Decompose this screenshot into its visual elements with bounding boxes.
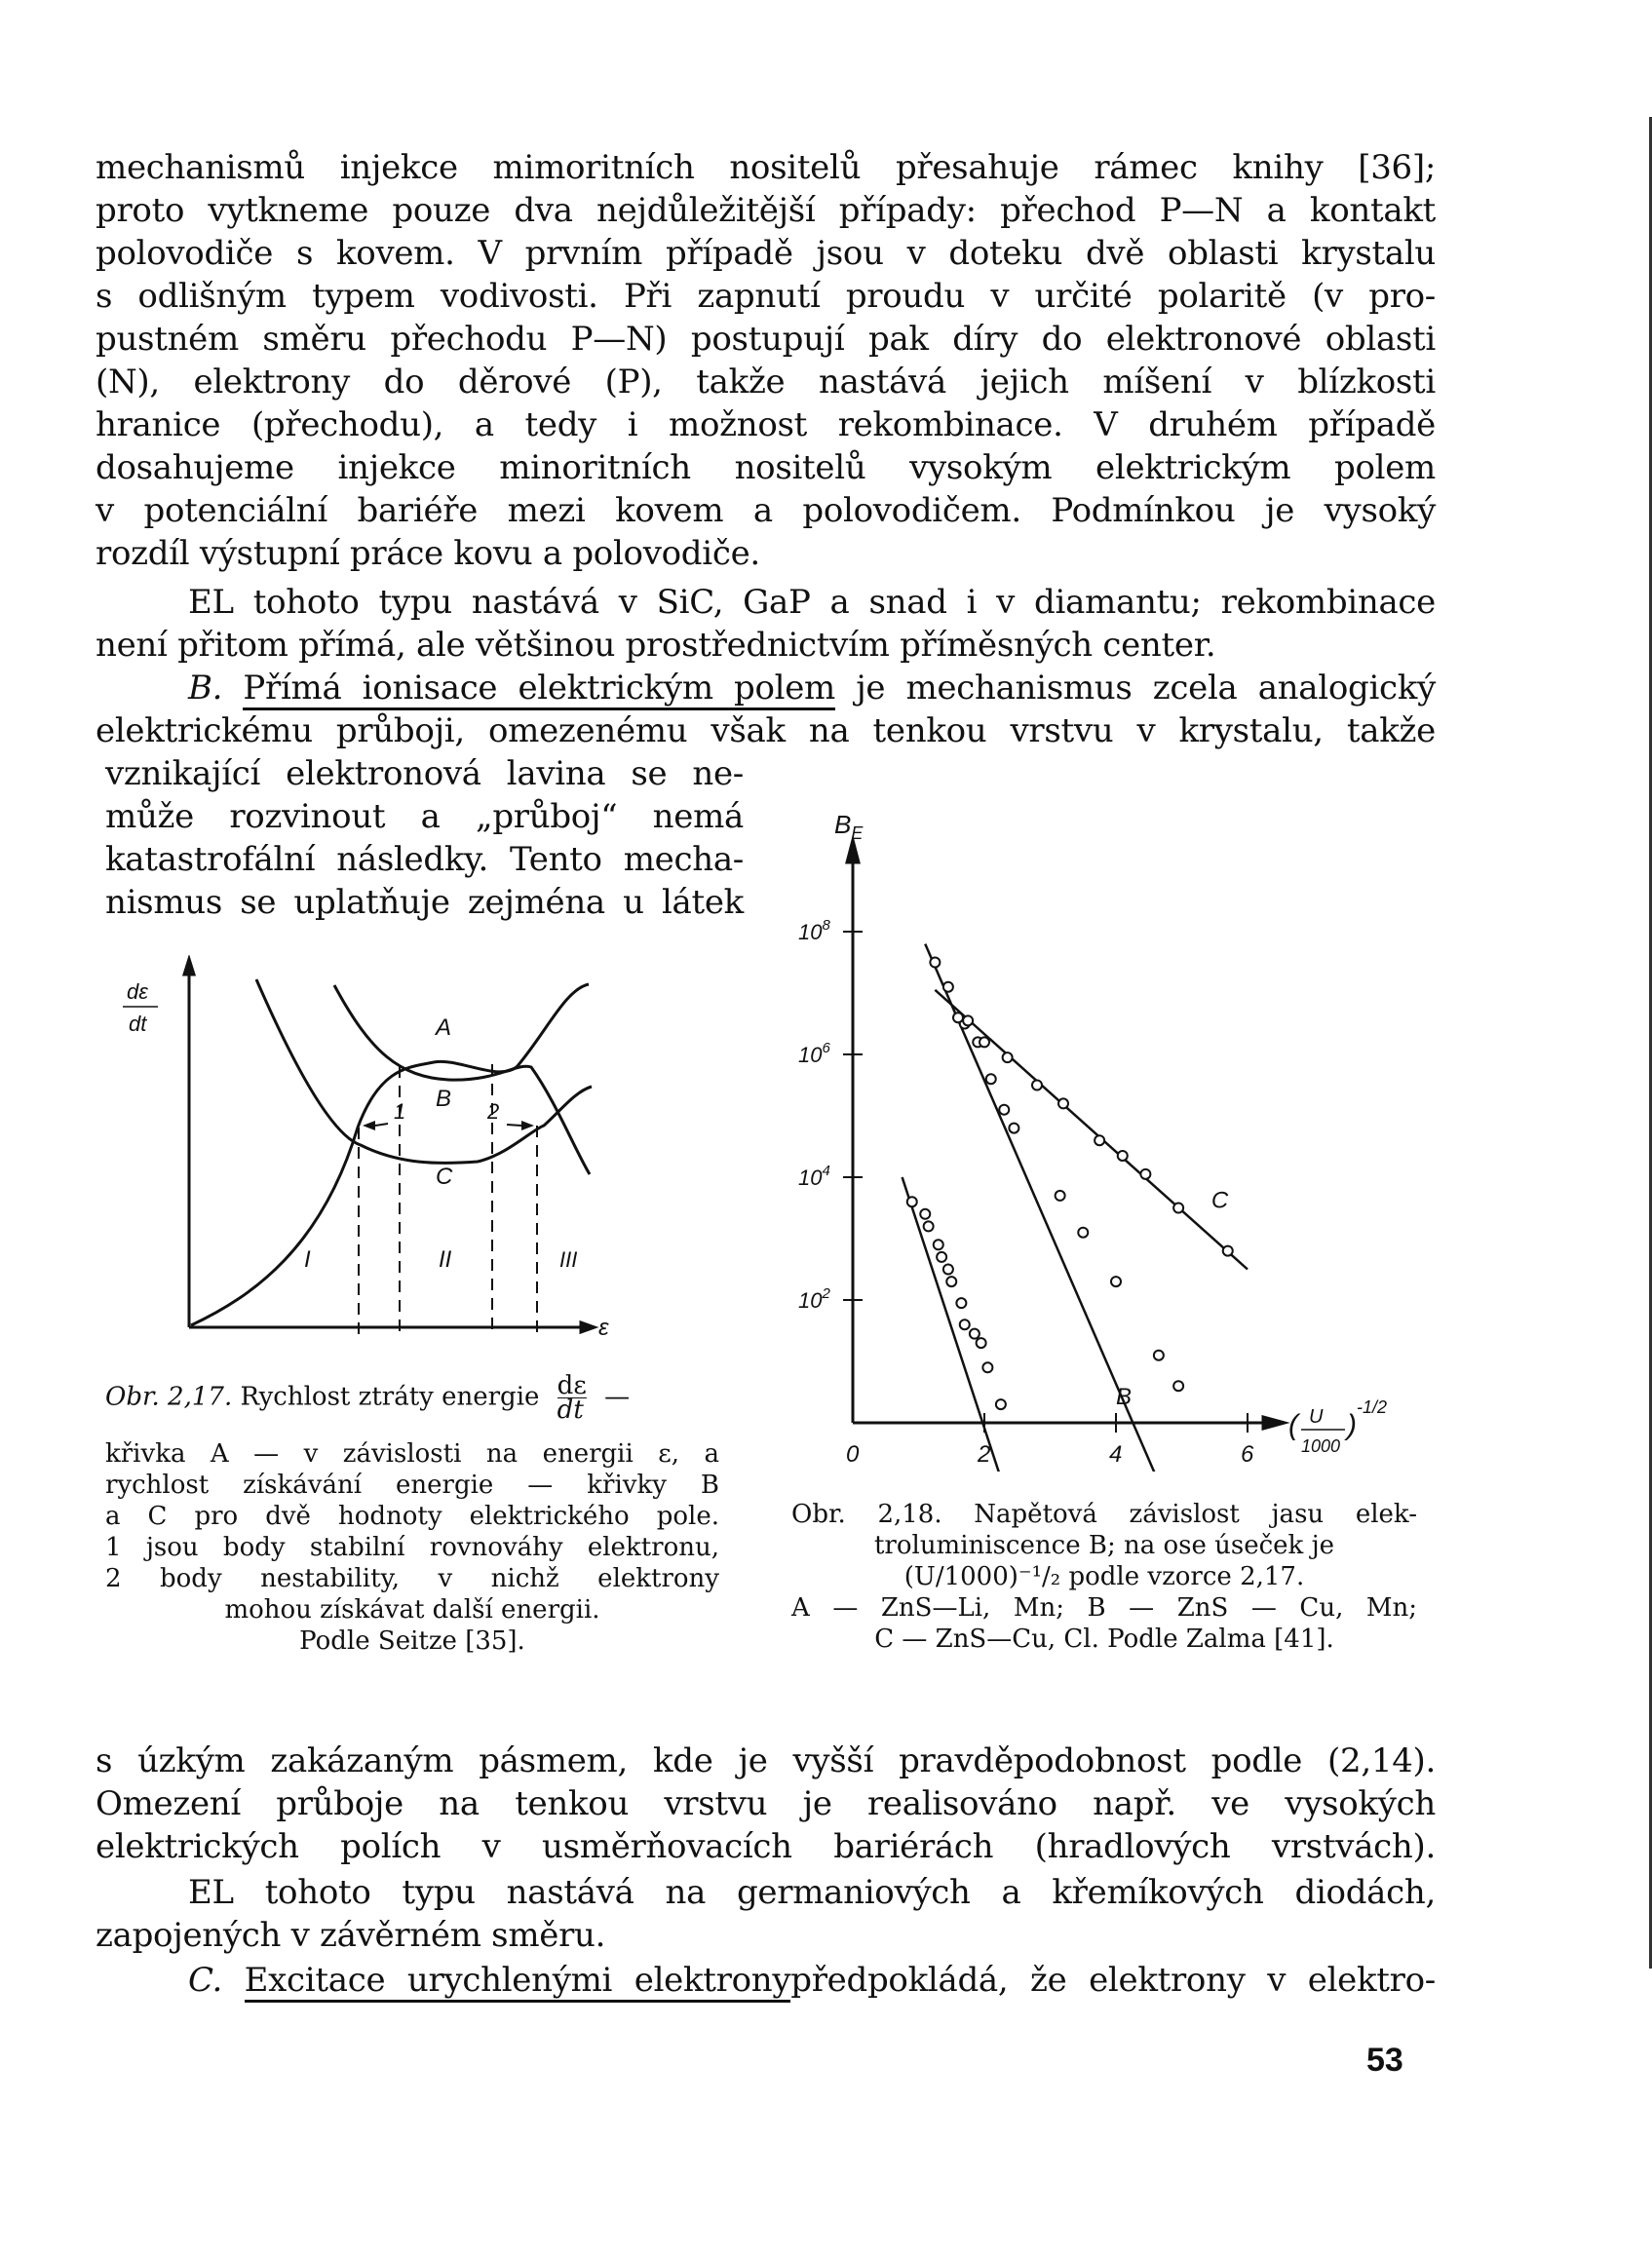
caption-line: křivka A — v závislosti na energii ε, a	[105, 1439, 719, 1469]
svg-text:): )	[1347, 1409, 1357, 1441]
data-point-b	[1078, 1228, 1088, 1238]
data-point-c	[1173, 1204, 1183, 1213]
caption-line: rychlost získávání energie — křivky B	[105, 1471, 719, 1500]
y-tick-label: $10^6$	[798, 1040, 830, 1067]
arrow-2-right	[521, 1121, 534, 1130]
point-label-1: 1	[394, 1099, 406, 1124]
text-line: s úzkým zakázaným pásmem, kde je vyšší pravděpodobnost podle (2,14).	[96, 1741, 1436, 1780]
text-line: (N), elektrony do děrové (P), takže nastává jejich míšení v blízkosti	[96, 363, 1436, 401]
section-c-heading-line	[96, 1959, 1436, 2002]
y-tick-label: $10^2$	[798, 1285, 830, 1313]
text-line: proto vytkneme pouze dva nejdůležitější případy: přechod P—N a kontakt	[96, 191, 1436, 230]
series-line-c	[935, 990, 1248, 1270]
curve-c	[256, 979, 592, 1163]
page-number: 53	[1366, 2042, 1403, 2079]
data-point-a	[982, 1362, 992, 1372]
text-line: hranice (přechodu), a tedy i možnost rekombinace. V druhém případě	[96, 405, 1436, 444]
data-point-a	[960, 1319, 970, 1329]
text-line: Omezení průboje na tenkou vrstvu je realisováno např. ve vysokých	[96, 1784, 1436, 1823]
svg-text:1000: 1000	[1301, 1436, 1341, 1456]
text-line: nismus se uplatňuje zejména u látek	[105, 883, 744, 922]
caption-text: Rychlost ztráty energie	[240, 1382, 540, 1412]
region-label-1: I	[304, 1246, 311, 1273]
text-line: vznikající elektronová lavina se ne-	[105, 754, 744, 793]
data-point-a	[934, 1240, 943, 1249]
data-point-a	[946, 1277, 956, 1286]
text-line: mechanismů injekce mimoritních nositelů přesahuje rámec knihy [36];	[96, 148, 1436, 187]
y-axis-label: $B_E$	[834, 810, 864, 843]
data-point-b	[1154, 1351, 1164, 1360]
text-line: pustném směru přechodu P—N) postupují pak díry do elektronové oblasti	[96, 320, 1436, 359]
arrow-1-left	[363, 1121, 375, 1130]
fraction-den: dt	[557, 1396, 584, 1425]
data-point-c	[1032, 1081, 1042, 1090]
data-point-c	[1118, 1151, 1128, 1161]
region-label-2: II	[439, 1246, 452, 1273]
section-heading: Přímá ionisace elektrickým polem	[243, 669, 835, 710]
caption-dash: —	[604, 1382, 631, 1412]
text-line: rozdíl výstupní práce kovu a polovodiče.	[96, 534, 760, 573]
data-point-c	[1223, 1246, 1233, 1256]
svg-text:(: (	[1288, 1409, 1298, 1441]
text-line: polovodiče s kovem. V prvním případě jsou v doteku dvě oblasti krystalu	[96, 234, 1436, 273]
text-line: dosahujeme injekce minoritních nositelů vysokým elektrickým polem	[96, 448, 1436, 487]
data-point-a	[920, 1209, 930, 1219]
series-label-b: B	[1116, 1384, 1133, 1411]
x-axis-arrow	[1263, 1417, 1285, 1429]
caption-first-line	[105, 1371, 739, 1425]
caption-line: Obr. 2,18. Napětová závislost jasu elek-	[791, 1500, 1417, 1529]
point-label-2: 2	[487, 1099, 500, 1124]
data-point-c	[963, 1015, 973, 1025]
y-tick-label: $10^8$	[798, 917, 830, 944]
caption-line: a C pro dvě hodnoty elektrického pole.	[105, 1502, 719, 1531]
fraction-num: dε	[557, 1371, 587, 1400]
text-line: není přitom přímá, ale většinou prostřednictvím příměsných center.	[96, 626, 1216, 665]
text-line: EL tohoto typu nastává v SiC, GaP a snad i v diamantu; rekombinace	[188, 583, 1436, 622]
y-label-num: dε	[127, 979, 148, 1004]
data-point-b	[1009, 1124, 1018, 1133]
text-line: zapojených v závěrném směru.	[96, 1916, 606, 1955]
data-point-b	[986, 1074, 996, 1084]
data-point-a	[907, 1197, 917, 1206]
figure-2-18-chart	[780, 789, 1442, 1472]
data-point-b	[943, 982, 953, 992]
y-axis-arrow	[847, 840, 859, 862]
data-point-c	[1095, 1135, 1104, 1145]
x-tick-label: 4	[1109, 1441, 1123, 1468]
section-heading-rest: je mechanismus zcela analogický	[856, 669, 1436, 707]
curve-b	[334, 985, 590, 1174]
data-point-a	[937, 1252, 946, 1262]
data-point-b	[1056, 1191, 1065, 1201]
text-line: katastrofální následky. Tento mecha-	[105, 840, 744, 879]
text-line: elektrických polích v usměrňovacích bariérách (hradlových vrstvách).	[96, 1827, 1436, 1866]
section-heading: Excitace urychlenými elektrony	[245, 1961, 791, 2003]
figure-2-17-diagram	[97, 955, 770, 1345]
text-line: v potenciální bariéře mezi kovem a polovodičem. Podmínkou je vysoký	[96, 491, 1436, 530]
x-label: ε	[598, 1315, 609, 1341]
x-tick-label: 0	[846, 1441, 860, 1468]
svg-text:-1/2: -1/2	[1357, 1397, 1388, 1417]
caption-line: A — ZnS—Li, Mn; B — ZnS — Cu, Mn;	[791, 1593, 1417, 1623]
caption-line: (U/1000)⁻¹/₂ podle vzorce 2,17.	[903, 1562, 1305, 1591]
data-point-a	[996, 1399, 1006, 1409]
section-letter: B.	[188, 669, 223, 707]
data-point-c	[1003, 1052, 1013, 1062]
data-point-b	[999, 1105, 1009, 1115]
section-b-heading-line	[96, 667, 1436, 709]
data-point-a	[970, 1329, 980, 1339]
section-heading-rest: předpokládá, že elektrony v elektro-	[790, 1961, 1436, 2000]
series-label-c: C	[1210, 1187, 1229, 1214]
data-point-b	[1111, 1277, 1121, 1286]
text-line: může rozvinout a „průboj“ nemá	[105, 797, 744, 836]
x-tick-label: 2	[978, 1441, 991, 1468]
data-point-a	[924, 1221, 934, 1231]
data-point-a	[943, 1265, 953, 1275]
data-point-c	[980, 1037, 989, 1047]
caption-line: 2 body nestability, v nichž elektrony	[105, 1564, 719, 1593]
curve-label-c: C	[436, 1164, 453, 1190]
data-point-b	[930, 958, 940, 968]
text-line: elektrickému průboji, omezenému však na tenkou vrstvu v krystalu, takže	[96, 711, 1436, 750]
x-axis-label	[1288, 1397, 1387, 1456]
data-point-a	[977, 1338, 986, 1348]
y-tick-label: $10^4$	[798, 1163, 830, 1190]
text-line: EL tohoto typu nastává na germaniových a křemíkových diodách,	[188, 1873, 1436, 1912]
svg-text:U: U	[1309, 1406, 1324, 1428]
y-axis-arrow	[184, 959, 194, 975]
section-letter: C.	[188, 1961, 223, 2000]
x-tick-label: 6	[1241, 1441, 1254, 1468]
data-point-b	[1173, 1381, 1183, 1391]
text-line: s odlišným typem vodivosti. Při zapnutí proudu v určité polaritě (v pro-	[96, 277, 1436, 316]
data-point-c	[1058, 1098, 1068, 1108]
caption-line: mohou získávat další energii.	[224, 1595, 600, 1625]
caption-line: C — ZnS—Cu, Cl. Podle Zalma [41].	[874, 1625, 1334, 1654]
data-point-c	[1140, 1169, 1150, 1179]
curve-label-a: A	[436, 1014, 452, 1041]
data-point-c	[953, 1013, 963, 1022]
curve-label-b: B	[436, 1086, 452, 1112]
y-label-den: dt	[129, 1012, 147, 1036]
x-axis-arrow	[581, 1322, 595, 1332]
data-point-a	[956, 1298, 966, 1308]
region-label-3: III	[559, 1247, 578, 1272]
caption-line: troluminiscence B; na ose úseček je	[873, 1531, 1335, 1560]
caption-line: 1 jsou body stabilní rovnováhy elektronu,	[105, 1533, 719, 1562]
figure-number: Obr. 2,17.	[105, 1382, 233, 1412]
caption-line: Podle Seitze [35].	[299, 1626, 525, 1656]
caption-fraction	[557, 1371, 587, 1425]
